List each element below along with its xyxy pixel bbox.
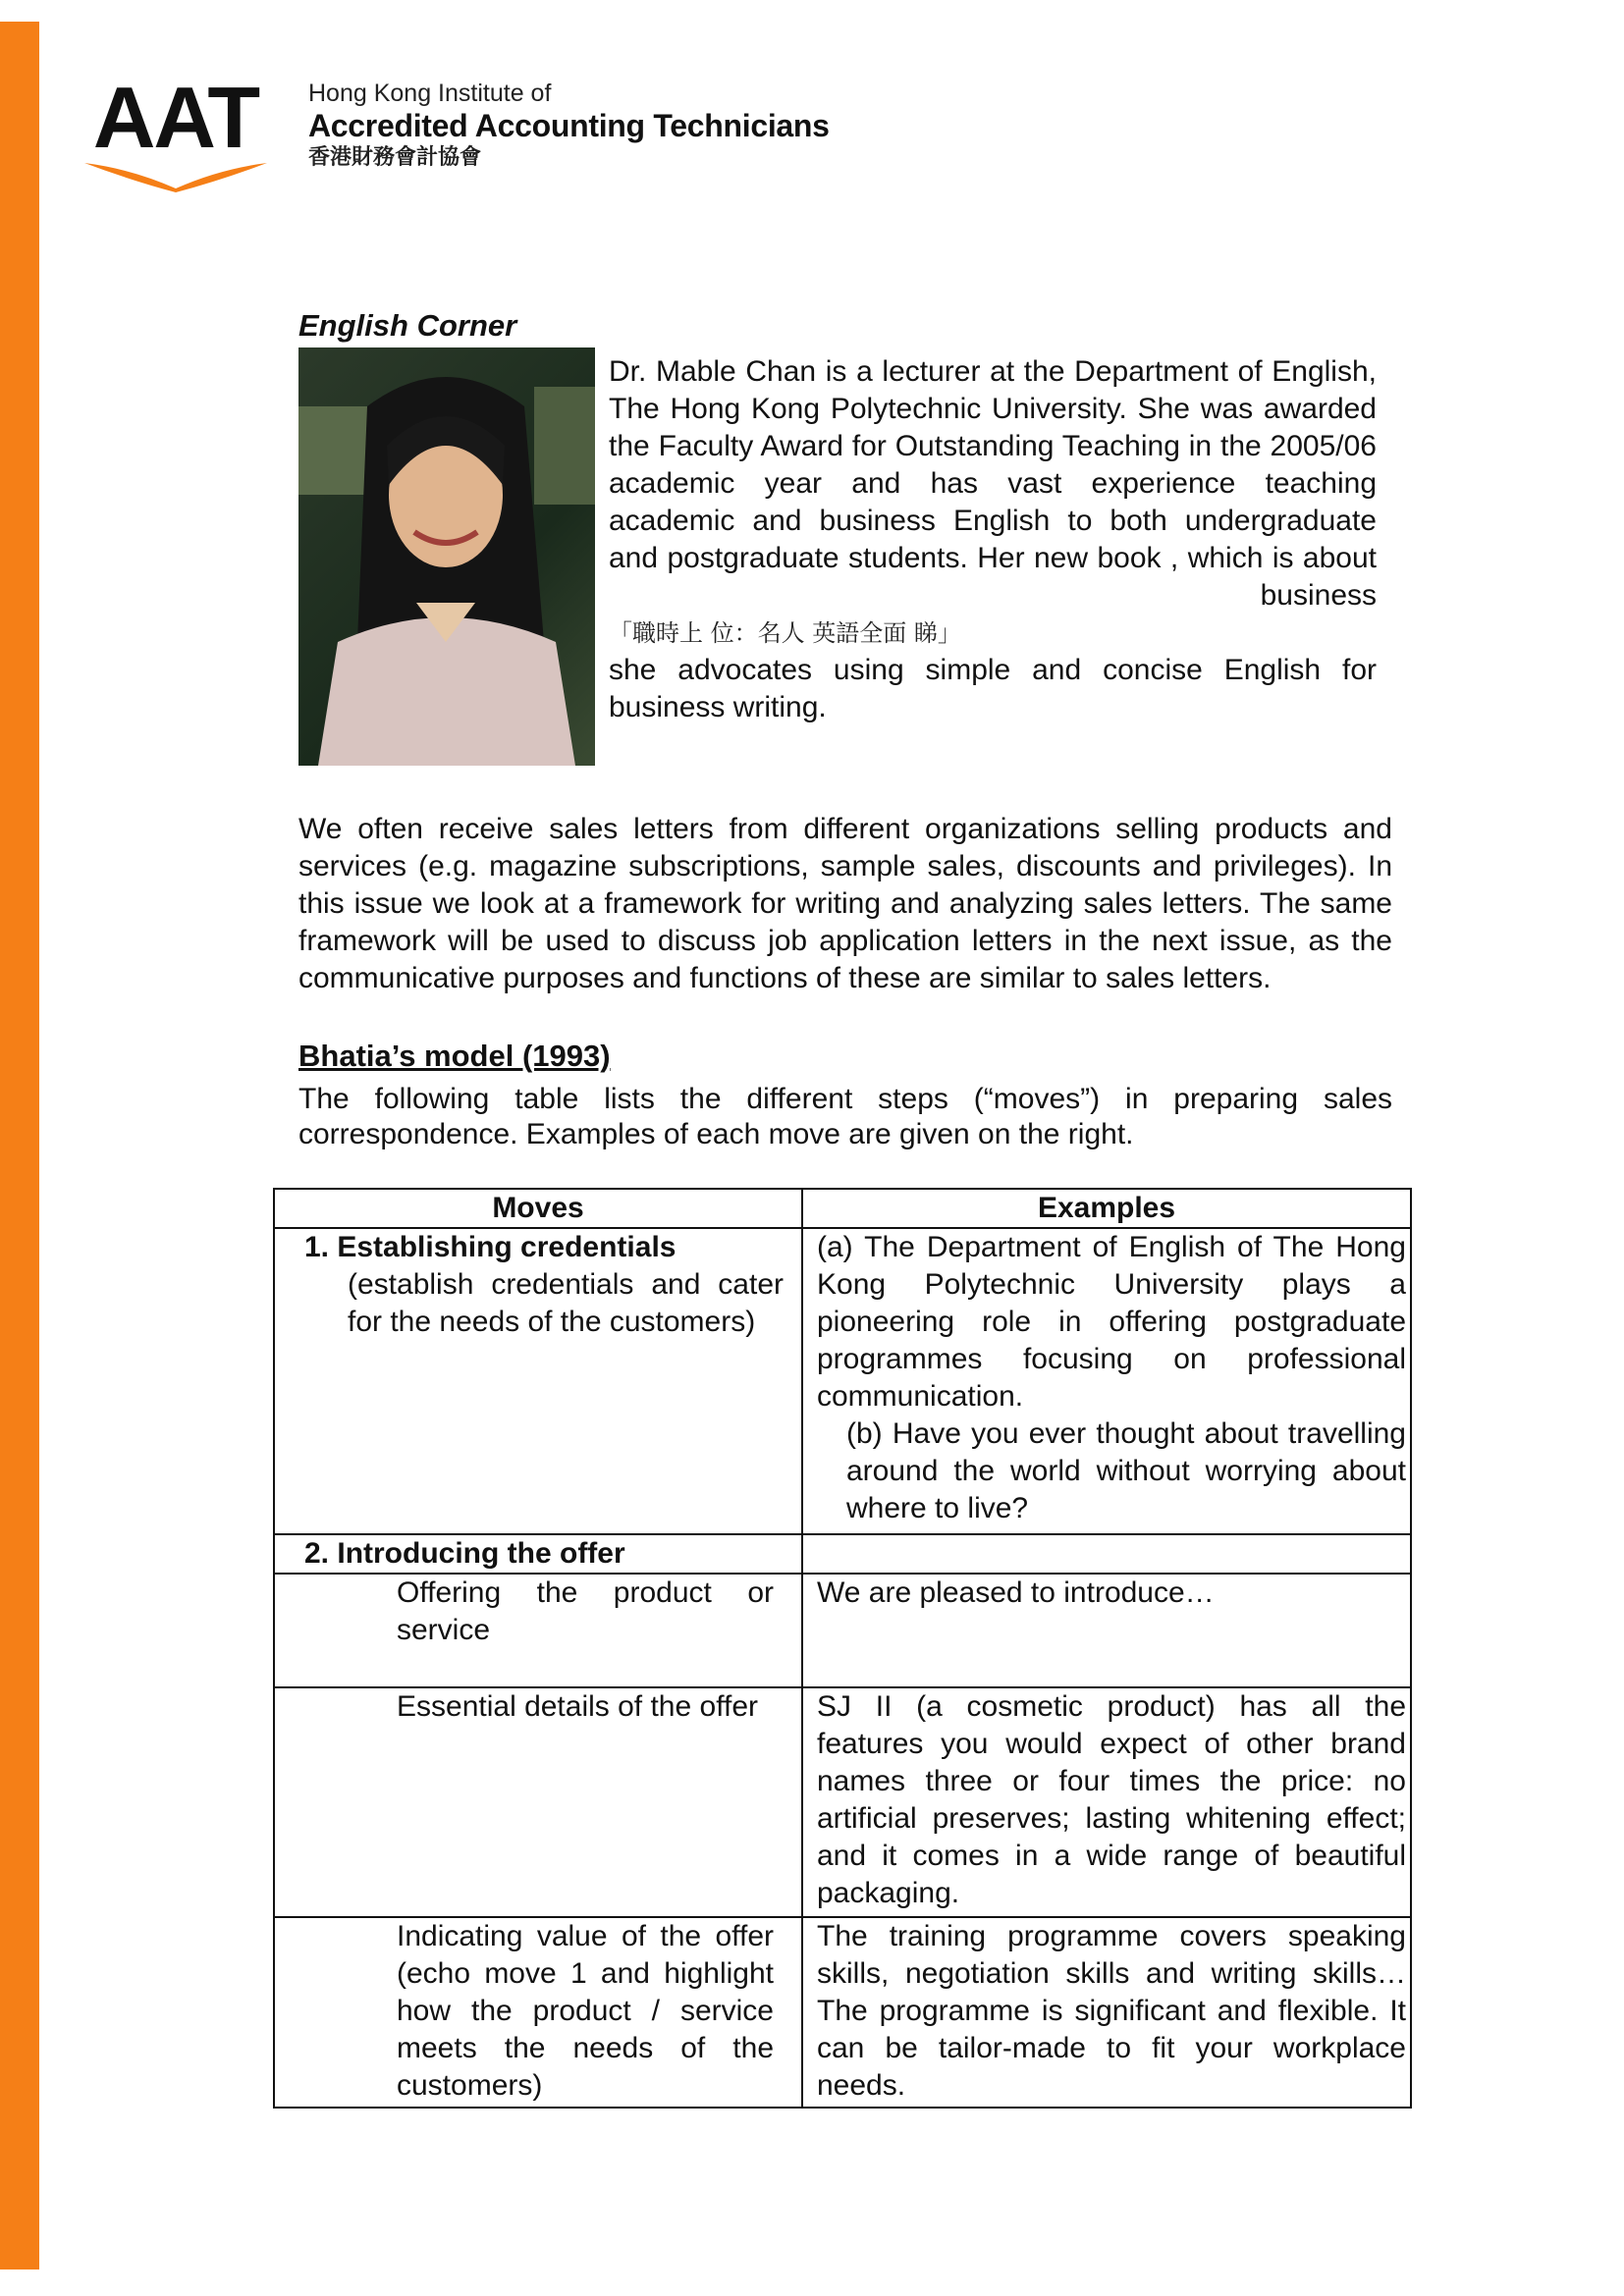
moves-table [273, 1188, 1412, 2109]
move2-title: 2. Introducing the offer [304, 1537, 625, 1570]
model-heading: Bhatia’s model (1993) [298, 1039, 611, 1073]
example-cell [802, 1228, 1411, 1534]
bio-continuation: she advocates using simple and concise English for business writing. [609, 654, 1377, 723]
submove-offering: Offering the product or service [397, 1576, 774, 1646]
section-title: English Corner [298, 308, 517, 343]
move1-description: (establish credentials and cater for the needs of the customers) [348, 1268, 784, 1338]
intro-paragraph: We often receive sales letters from different organizations selling products and services (e.g. magazine subscriptions, sample sales, discounts and privileges). In this issue we look at a framework for writing and analyzing sales letters. The same framework will be used to discuss job application letters in the next issue, as the communicative purposes and functions of these are similar to sales letters. [298, 813, 1392, 994]
institute-name-line1: Hong Kong Institute of [308, 80, 552, 107]
aat-logo [82, 69, 269, 192]
table-row [274, 1228, 1411, 1534]
logo-aat-text: AAT [92, 69, 259, 166]
move-cell [274, 1534, 802, 1574]
move-cell [274, 1687, 802, 1917]
move-cell [274, 1574, 802, 1687]
model-description: The following table lists the different steps (“moves”) in preparing sales correspondence. Examples of each move are given on the right. [298, 1083, 1392, 1150]
example-cell [802, 1534, 1411, 1574]
example-cell [802, 1917, 1411, 2108]
orange-side-bar [0, 22, 39, 2269]
example-cell [802, 1687, 1411, 1917]
book-title: 「職時上 位：名人 英語全面 睇」 [609, 619, 961, 647]
move-cell [274, 1917, 802, 2108]
institute-name-line2: Accredited Accounting Technicians [308, 108, 830, 143]
table-row [274, 1687, 1411, 1917]
offering-example: We are pleased to introduce… [817, 1576, 1215, 1609]
institute-name-chinese: 香港財務會計協會 [308, 144, 482, 169]
author-bio [609, 353, 1377, 726]
move1-example-b: (b) Have you ever thought about travelling around the world without worrying about where to live? [846, 1417, 1406, 1524]
move1-title: 1. Establishing credentials [304, 1231, 677, 1263]
portrait-image [298, 347, 595, 766]
submove-details: Essential details of the offer [397, 1690, 758, 1723]
examples-column-header: Examples [802, 1189, 1411, 1228]
table-row [274, 1534, 1411, 1574]
logo-swoosh-icon [82, 159, 269, 192]
moves-column-header: Moves [274, 1189, 802, 1228]
table-row [274, 1917, 1411, 2108]
example-cell [802, 1574, 1411, 1687]
table-row [274, 1574, 1411, 1687]
institute-name [308, 79, 830, 171]
author-photo [298, 347, 595, 766]
move-cell [274, 1228, 802, 1534]
details-example: SJ II (a cosmetic product) has all the features you would expect of other brand names three or four times the price: no artificial preserves; lasting whitening effect; and it comes in a wide range of beautiful packaging. [817, 1690, 1406, 1909]
submove-value: Indicating value of the offer (echo move 1 and highlight how the product / service meets the needs of the customers) [397, 1920, 774, 2102]
table-header-row [274, 1189, 1411, 1228]
bio-text: Dr. Mable Chan is a lecturer at the Department of English, The Hong Kong Polytechnic University. She was awarded the Faculty Award for Outstanding Teaching in the 2005/06 academic year and has vast experience teaching academic and business English to both undergraduate and postgraduate students. Her new book , which is about business [609, 355, 1377, 612]
move1-example-a: (a) The Department of English of The Hong Kong Polytechnic University plays a pioneering role in offering postgraduate programmes focusing on professional communication. [817, 1231, 1406, 1413]
value-example: The training programme covers speaking skills, negotiation skills and writing skills… The programme is significant and flexible. It can be tailor-made to fit your workplace needs. [817, 1920, 1406, 2102]
